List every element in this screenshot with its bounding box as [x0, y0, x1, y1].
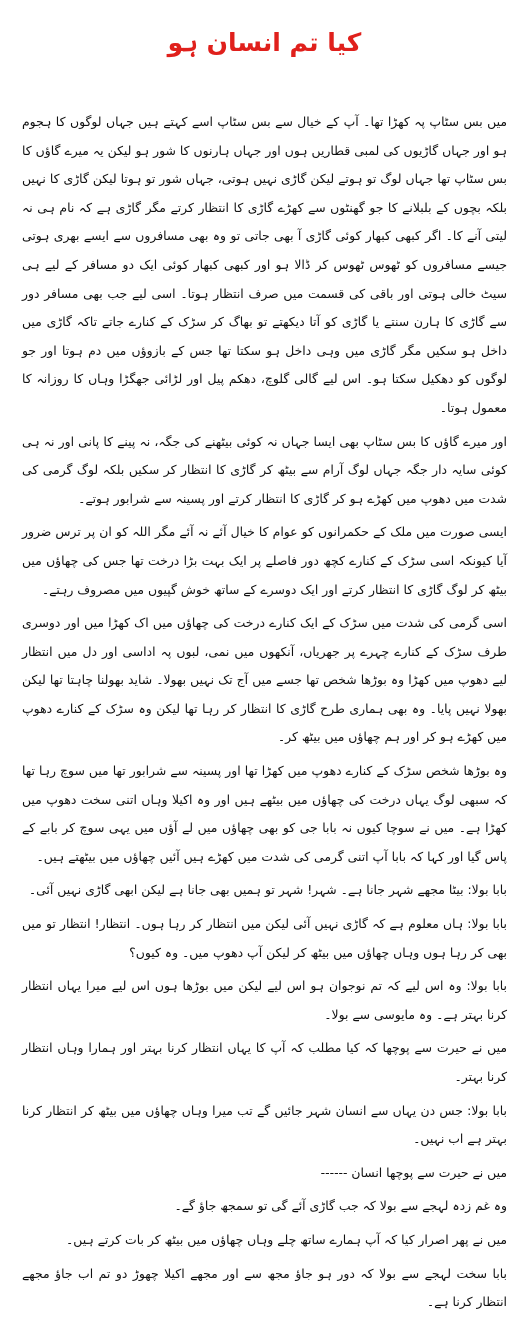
paragraph-2: اور میرے گاؤں کا بس سٹاپ بھی ایسا جہاں نہ کوئی بیٹھنے کی جگہ، نہ پینے کا پانی اور نہ ہی کوئی سایہ دار جگہ جہاں لوگ آرام سے بیٹھ کر گاڑی کا انتظار کر سکیں بلکہ لوگ گرمی کی شدت میں دھوپ میں کھڑے ہو کر گاڑی کا انتظار کرتے اور پسینہ سے شرابور ہوتے۔	[22, 433, 507, 506]
paragraph-5: وہ بوڑھا شخص سڑک کے کنارے دھوپ میں کھڑا تھا اور پسینہ سے شرابور تھا میں سوچ رہا تھا کہ سبھی لوگ یہاں درخت کی چھاؤں میں بیٹھے ہیں اور وہ اکیلا وہاں اتنی سخت دھوپ میں کھڑا ہے۔ میں نے سوچا کیوں نہ بابا جی کو بھی چھاؤں میں لے آؤں میں یہی سوچ کر بابے کے پاس گیا اور کہا کہ بابا آپ اتنی گرمی کی شدت میں کھڑے ہیں آئیں چھاؤں میں بیٹھتے ہیں۔	[22, 763, 507, 864]
dialogue-line-6: میں نے حیرت سے پوچھا انسان ------	[320, 1164, 507, 1180]
dialogue-line-5: بابا بولا: جس دن یہاں سے انسان شہر جائیں گے تب میرا وہاں چھاؤں میں بیٹھ کر انتظار کرنا بہتر ہے اب نہیں۔	[22, 1102, 507, 1147]
dialogue-line-8: میں نے پھر اصرار کیا کہ آپ ہمارے ساتھ چلے وہاں چھاؤں میں بیٹھ کر بات کرتے ہیں۔	[66, 1231, 507, 1247]
dialogue-line-2: بابا بولا: ہاں معلوم ہے کہ گاڑی نہیں آئی لیکن میں انتظار کر رہا ہوں۔ انتظار! انتظار تو میں بھی کر رہا ہوں وہاں چھاؤں میں بیٹھ کر لیکن آپ دھوپ میں۔ وہ کیوں؟	[22, 916, 507, 960]
article-body	[22, 108, 507, 1317]
paragraph-1: میں بس سٹاپ پہ کھڑا تھا۔ آپ کے خیال سے بس سٹاپ اسے کہتے ہیں جہاں لوگوں کا ہجوم ہو اور جہاں گاڑیوں کی لمبی قطاریں ہوں اور جہاں ہارنوں کا شور ہو لیکن یہ میرے گاؤں کا بس سٹاپ تھا جہاں لوگ تو ہوتے لیکن گاڑی نہیں ہوتی، جہاں شور تو ہوتا لیکن گاڑی کا نہیں بلکہ بچوں کے بلبلانے کا جو گھنٹوں سے کھڑے گاڑی کا انتظار کرتے مگر گاڑی ہے کہ نام ہی نہ لیتی آنے کا۔ اگر کبھی کبھار کوئی گاڑی آ بھی جاتی تو وہ بھی مسافروں سے ایسے بھری ہوتی جیسے مسافروں کو ٹھوس ٹھوس کر ڈالا ہو اور کبھی کبھار کوئی ایک دو مسافر کے لیے ہی سیٹ خالی ہوتی اور باقی کی قسمت میں صرف انتظار ہوتا۔ اسی لیے جب بھی مسافر دور سے گاڑی کا ہارن سنتے یا گاڑی کو آتا دیکھتے تو بھاگ کر سڑک کے کنارے جاتے تاکہ گاڑی میں داخل ہو سکیں مگر گاڑی میں وہی داخل ہو سکتا تھا جس کے بازوؤں میں دم ہوتا اور جو لوگوں کو دھکیل سکتا ہو۔ اس لیے گالی گلوچ، دھکم پیل اور لڑائی جھگڑا وہاں کا روزانہ کا معمول ہوتا۔	[22, 114, 507, 415]
dialogue-line-3: بابا بولا: وہ اس لیے کہ تم نوجوان ہو اس لیے لیکن میں بوڑھا ہوں اس لیے میرا یہاں انتظار کرنا بہتر ہے۔ وہ مایوسی سے بولا۔	[22, 978, 507, 1022]
dialogue-line-7: وہ غم زدہ لہجے سے بولا کہ جب گاڑی آئے گی تو سمجھ جاؤ گے۔	[174, 1198, 507, 1214]
dialogue-line-4: میں نے حیرت سے پوچھا کہ کیا مطلب کہ آپ کا یہاں انتظار کرنا بہتر اور ہمارا وہاں انتظار کرنا بہتر۔	[22, 1040, 507, 1084]
dialogue-line-9: بابا سخت لہجے سے بولا کہ دور ہو جاؤ مجھ سے اور مجھے اکیلا چھوڑ دو تم اب جاؤ مجھے انتظار کرنا ہے۔	[22, 1265, 507, 1310]
dialogue-line-1: بابا بولا: بیٹا مجھے شہر جانا ہے۔ شہر! شہر تو ہمیں بھی جانا ہے لیکن ابھی گاڑی نہیں آئی۔	[28, 882, 507, 898]
paragraph-3: ایسی صورت میں ملک کے حکمرانوں کو عوام کا خیال آئے نہ آئے مگر اللہ کو ان پر ترس ضرور آیا کیونکہ اسی سڑک کے کنارے کچھ دور فاصلے پر ایک بہت بڑا درخت تھا جس کی چھاؤں میں بیٹھ کر لوگ گاڑی کا انتظار کرتے اور ایک دوسرے کے ساتھ خوش گپیوں میں مصروف رہتے۔	[22, 524, 507, 597]
paragraph-4: اسی گرمی کی شدت میں سڑک کے ایک کنارے درخت کی چھاؤں میں اک کھڑا میں اور دوسری طرف سڑک کے کنارے چہرے پر جھریاں، آنکھوں میں نمی، لبوں پہ اداسی اور دل میں انتظار لیے دھوپ میں کھڑا وہ بوڑھا شخص تھا جسے میں آج تک نہیں بھولا۔ شاید بھولنا چاہتا تھا لیکن بھولا نہیں پایا۔ وہ بھی ہماری طرح گاڑی کا انتظار کر رہا تھا لیکن وہ سڑک کے کنارے دھوپ میں کھڑے ہو کر اور ہم چھاؤں میں بیٹھ کر۔	[22, 615, 507, 745]
article-title: کیا تم انسان ہو	[167, 28, 362, 57]
